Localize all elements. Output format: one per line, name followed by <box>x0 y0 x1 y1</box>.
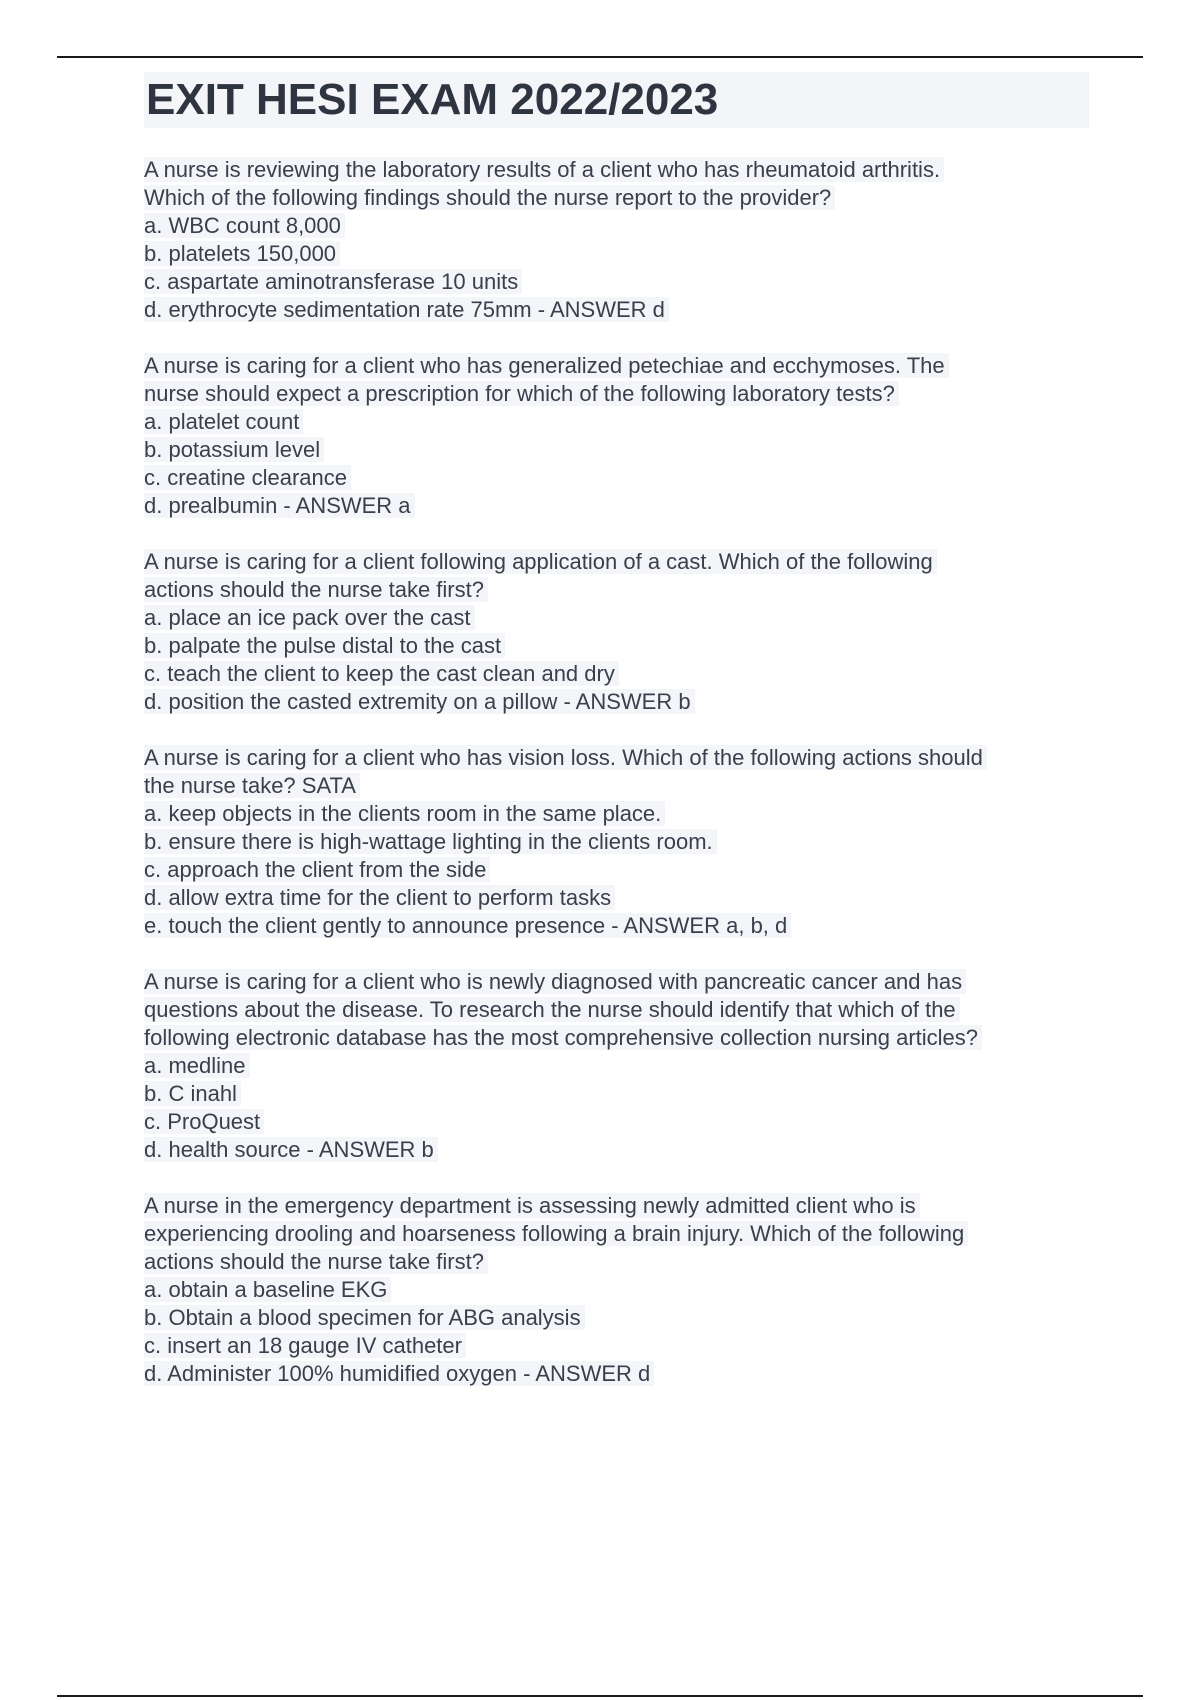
question-text: Which of the following findings should the nurse report to the provider? <box>144 185 835 210</box>
option-text: d. health source - ANSWER b <box>144 1137 438 1162</box>
answer-option <box>144 408 1089 436</box>
option-text: c. creatine clearance <box>144 465 351 490</box>
option-text: b. platelets 150,000 <box>144 241 340 266</box>
answer-option <box>144 1276 1089 1304</box>
option-text: b. Obtain a blood specimen for ABG analysis <box>144 1305 585 1330</box>
question-block <box>144 156 1089 324</box>
question-text: A nurse is caring for a client who is newly diagnosed with pancreatic cancer and has <box>144 969 966 994</box>
answer-option <box>144 1332 1089 1360</box>
answer-option <box>144 800 1089 828</box>
question-text: following electronic database has the most comprehensive collection nursing articles? <box>144 1025 982 1050</box>
question-stem-line <box>144 548 1089 576</box>
question-stem-line <box>144 996 1089 1024</box>
option-text: d. erythrocyte sedimentation rate 75mm - ANSWER d <box>144 297 669 322</box>
answer-option <box>144 660 1089 688</box>
answer-option <box>144 1108 1089 1136</box>
question-text: A nurse in the emergency department is assessing newly admitted client who is <box>144 1193 920 1218</box>
answer-option <box>144 1080 1089 1108</box>
answer-option <box>144 212 1089 240</box>
question-text: experiencing drooling and hoarseness following a brain injury. Which of the following <box>144 1221 968 1246</box>
answer-option <box>144 268 1089 296</box>
answer-option <box>144 632 1089 660</box>
answer-option <box>144 604 1089 632</box>
question-stem-line <box>144 576 1089 604</box>
option-text: a. WBC count 8,000 <box>144 213 345 238</box>
question-stem-line <box>144 1248 1089 1276</box>
question-text: nurse should expect a prescription for which of the following laboratory tests? <box>144 381 899 406</box>
question-stem-line <box>144 1192 1089 1220</box>
question-stem-line <box>144 1024 1089 1052</box>
option-text: d. prealbumin - ANSWER a <box>144 493 415 518</box>
option-text: d. Administer 100% humidified oxygen - ANSWER d <box>144 1361 654 1386</box>
answer-option <box>144 296 1089 324</box>
question-block <box>144 1192 1089 1388</box>
document-body <box>144 72 1089 1416</box>
question-stem-line <box>144 352 1089 380</box>
option-text: b. ensure there is high-wattage lighting in the clients room. <box>144 829 717 854</box>
question-text: A nurse is caring for a client who has generalized petechiae and ecchymoses. The <box>144 353 949 378</box>
option-text: a. place an ice pack over the cast <box>144 605 475 630</box>
option-text: d. allow extra time for the client to perform tasks <box>144 885 615 910</box>
answer-option <box>144 436 1089 464</box>
option-text: c. approach the client from the side <box>144 857 490 882</box>
option-text: b. palpate the pulse distal to the cast <box>144 633 505 658</box>
question-text: A nurse is reviewing the laboratory results of a client who has rheumatoid arthritis. <box>144 157 944 182</box>
answer-option <box>144 1136 1089 1164</box>
question-stem-line <box>144 156 1089 184</box>
answer-option <box>144 1360 1089 1388</box>
question-stem-line <box>144 968 1089 996</box>
answer-option <box>144 912 1089 940</box>
option-text: a. keep objects in the clients room in the same place. <box>144 801 665 826</box>
question-text: actions should the nurse take first? <box>144 577 488 602</box>
answer-option <box>144 688 1089 716</box>
option-text: e. touch the client gently to announce presence - ANSWER a, b, d <box>144 913 791 938</box>
bottom-rule <box>57 1695 1143 1697</box>
question-stem-line <box>144 1220 1089 1248</box>
question-text: actions should the nurse take first? <box>144 1249 488 1274</box>
answer-option <box>144 240 1089 268</box>
question-text: the nurse take? SATA <box>144 773 360 798</box>
question-stem-line <box>144 772 1089 800</box>
option-text: c. aspartate aminotransferase 10 units <box>144 269 522 294</box>
answer-option <box>144 1052 1089 1080</box>
question-block <box>144 744 1089 940</box>
answer-option <box>144 856 1089 884</box>
answer-option <box>144 884 1089 912</box>
question-text: A nurse is caring for a client who has vision loss. Which of the following actions should <box>144 745 987 770</box>
option-text: a. platelet count <box>144 409 303 434</box>
question-text: A nurse is caring for a client following application of a cast. Which of the following <box>144 549 937 574</box>
question-stem-line <box>144 744 1089 772</box>
option-text: c. ProQuest <box>144 1109 264 1134</box>
option-text: a. obtain a baseline EKG <box>144 1277 391 1302</box>
option-text: c. teach the client to keep the cast clean and dry <box>144 661 619 686</box>
question-block <box>144 352 1089 520</box>
answer-option <box>144 1304 1089 1332</box>
answer-option <box>144 828 1089 856</box>
option-text: c. insert an 18 gauge IV catheter <box>144 1333 466 1358</box>
option-text: b. C inahl <box>144 1081 241 1106</box>
option-text: b. potassium level <box>144 437 324 462</box>
document-title: EXIT HESI EXAM 2022/2023 <box>144 72 1089 128</box>
answer-option <box>144 492 1089 520</box>
question-block <box>144 968 1089 1164</box>
question-stem-line <box>144 380 1089 408</box>
option-text: d. position the casted extremity on a pillow - ANSWER b <box>144 689 695 714</box>
question-list <box>144 156 1089 1388</box>
top-rule <box>57 56 1143 58</box>
question-stem-line <box>144 184 1089 212</box>
question-block <box>144 548 1089 716</box>
option-text: a. medline <box>144 1053 250 1078</box>
question-text: questions about the disease. To research the nurse should identify that which of the <box>144 997 960 1022</box>
answer-option <box>144 464 1089 492</box>
